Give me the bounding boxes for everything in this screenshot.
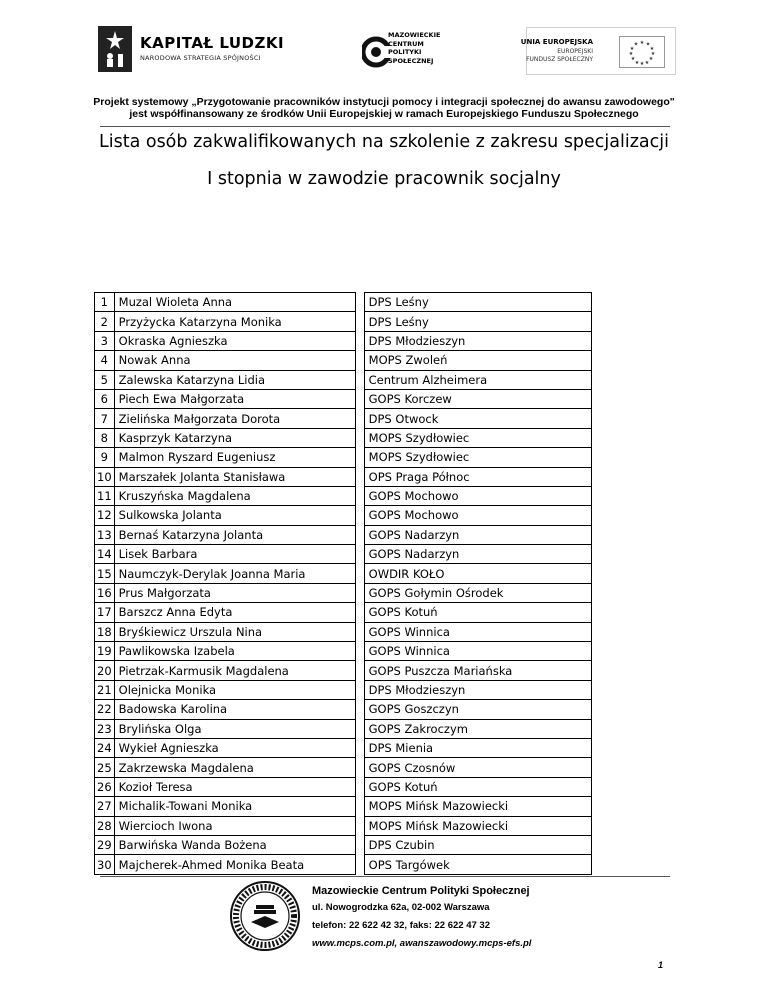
institution-name: GOPS Czosnów — [364, 758, 591, 777]
institution-name: GOPS Winnica — [364, 642, 591, 661]
person-name: Zalewska Katarzyna Lidia — [114, 370, 355, 389]
table-row — [95, 448, 592, 467]
institution-name: GOPS Winnica — [364, 622, 591, 641]
mcps-seal-icon — [229, 880, 301, 952]
institution-name: GOPS Korczew — [364, 389, 591, 408]
institution-name: GOPS Zakroczym — [364, 719, 591, 738]
row-number: 25 — [95, 758, 115, 777]
column-gap — [355, 855, 364, 874]
table-row — [95, 351, 592, 370]
person-name: Lisek Barbara — [114, 545, 355, 564]
table-row — [95, 467, 592, 486]
institution-name: MOPS Szydłowiec — [364, 448, 591, 467]
footer-phone: telefon: 22 622 42 32, faks: 22 622 47 32 — [312, 920, 490, 931]
column-gap — [355, 835, 364, 854]
column-gap — [355, 642, 364, 661]
person-name: Pawlikowska Izabela — [114, 642, 355, 661]
person-name: Wiercioch Iwona — [114, 816, 355, 835]
row-number: 14 — [95, 545, 115, 564]
svg-text:★: ★ — [649, 46, 655, 52]
institution-name: MOPS Zwoleń — [364, 351, 591, 370]
institution-name: DPS Leśny — [364, 293, 591, 312]
table-row — [95, 409, 592, 428]
person-name: Kruszyńska Magdalena — [114, 486, 355, 505]
eu-logo — [520, 27, 676, 75]
row-number: 30 — [95, 855, 115, 874]
row-number: 8 — [95, 428, 115, 447]
document-title: Lista osób zakwalifikowanych na szkolenie z zakresu specjalizacji — [98, 132, 669, 152]
person-name: Olejnicka Monika — [114, 680, 355, 699]
institution-name: GOPS Nadarzyn — [364, 525, 591, 544]
person-name: Marszałek Jolanta Stanisława — [114, 467, 355, 486]
person-name: Michalik-Towani Monika — [114, 797, 355, 816]
table-row — [95, 855, 592, 874]
person-name: Zakrzewska Magdalena — [114, 758, 355, 777]
eu-logo-title: UNIA EUROPEJSKA — [520, 38, 593, 46]
institution-name: DPS Młodzieszyn — [364, 680, 591, 699]
institution-name: GOPS Kotuń — [364, 603, 591, 622]
column-gap — [355, 486, 364, 505]
row-number: 21 — [95, 680, 115, 699]
table-row — [95, 700, 592, 719]
row-number: 18 — [95, 622, 115, 641]
column-gap — [355, 467, 364, 486]
column-gap — [355, 409, 364, 428]
person-name: Kasprzyk Katarzyna — [114, 428, 355, 447]
row-number: 1 — [95, 293, 115, 312]
institution-name: GOPS Nadarzyn — [364, 545, 591, 564]
row-number: 28 — [95, 816, 115, 835]
svg-text:★: ★ — [639, 61, 645, 67]
table-row — [95, 797, 592, 816]
table-row — [95, 370, 592, 389]
footer — [312, 884, 531, 953]
header-divider — [100, 126, 670, 127]
institution-name: MOPS Szydłowiec — [364, 428, 591, 447]
institution-name: DPS Mienia — [364, 738, 591, 757]
institution-name: OPS Praga Północ — [364, 467, 591, 486]
table-row — [95, 642, 592, 661]
person-name: Sulkowska Jolanta — [114, 506, 355, 525]
table-row — [95, 583, 592, 602]
person-name: Kozioł Teresa — [114, 777, 355, 796]
page-number: 1 — [658, 960, 664, 970]
table-row — [95, 738, 592, 757]
person-name: Barszcz Anna Edyta — [114, 603, 355, 622]
mcps-logo-line: MAZOWIECKIE — [388, 31, 441, 39]
row-number: 7 — [95, 409, 115, 428]
person-name: Okraska Agnieszka — [114, 331, 355, 350]
institution-name: OWDIR KOŁO — [364, 564, 591, 583]
column-gap — [355, 816, 364, 835]
institution-name: GOPS Mochowo — [364, 486, 591, 505]
column-gap — [355, 622, 364, 641]
table-row — [95, 545, 592, 564]
table-row — [95, 661, 592, 680]
mcps-logo-line: SPOŁECZNEJ — [388, 56, 434, 65]
column-gap — [355, 448, 364, 467]
row-number: 11 — [95, 486, 115, 505]
svg-text:★: ★ — [633, 41, 639, 48]
row-number: 6 — [95, 389, 115, 408]
table-row — [95, 293, 592, 312]
institution-name: DPS Młodzieszyn — [364, 331, 591, 350]
table-row — [95, 525, 592, 544]
row-number: 2 — [95, 312, 115, 331]
row-number: 29 — [95, 835, 115, 854]
column-gap — [355, 661, 364, 680]
column-gap — [355, 777, 364, 796]
row-number: 5 — [95, 370, 115, 389]
table-row — [95, 564, 592, 583]
row-number: 24 — [95, 738, 115, 757]
person-name: Barwińska Wanda Bożena — [114, 835, 355, 854]
row-number: 17 — [95, 603, 115, 622]
institution-name: DPS Otwock — [364, 409, 591, 428]
svg-text:★: ★ — [645, 41, 651, 48]
kapital-ludzki-subtitle: NARODOWA STRATEGIA SPÓJNOŚCI — [140, 54, 261, 62]
person-name: Bernaś Katarzyna Jolanta — [114, 525, 355, 544]
eu-logo-line1: EUROPEJSKI — [557, 48, 593, 55]
institution-name: GOPS Gołymin Ośrodek — [364, 583, 591, 602]
table-row — [95, 486, 592, 505]
table-row — [95, 506, 592, 525]
column-gap — [355, 370, 364, 389]
column-gap — [355, 680, 364, 699]
person-name: Nowak Anna — [114, 351, 355, 370]
column-gap — [355, 545, 364, 564]
svg-text:★: ★ — [644, 60, 650, 66]
person-name: Badowska Karolina — [114, 700, 355, 719]
person-name: Naumczyk-Derylak Joanna Maria — [114, 564, 355, 583]
person-name: Wykieł Agnieszka — [114, 738, 355, 757]
row-number: 15 — [95, 564, 115, 583]
column-gap — [355, 564, 364, 583]
footer-websites[interactable]: www.mcps.com.pl, awanszawodowy.mcps-efs.pl — [312, 938, 532, 949]
institution-name: GOPS Puszcza Mariańska — [364, 661, 591, 680]
column-gap — [355, 312, 364, 331]
eu-logo-line2: FUNDUSZ SPOŁECZNY — [526, 56, 593, 63]
row-number: 19 — [95, 642, 115, 661]
row-number: 20 — [95, 661, 115, 680]
row-number: 3 — [95, 331, 115, 350]
column-gap — [355, 525, 364, 544]
row-number: 13 — [95, 525, 115, 544]
column-gap — [355, 583, 364, 602]
institution-name: MOPS Mińsk Mazowiecki — [364, 797, 591, 816]
eu-flag-icon — [619, 36, 665, 68]
column-gap — [355, 700, 364, 719]
table-row — [95, 331, 592, 350]
svg-text:★: ★ — [639, 40, 645, 46]
footer-organization: Mazowieckie Centrum Polityki Społecznej — [312, 885, 530, 897]
row-number: 4 — [95, 351, 115, 370]
column-gap — [355, 797, 364, 816]
table-row — [95, 777, 592, 796]
document-subtitle: I stopnia w zawodzie pracownik socjalny — [207, 169, 561, 189]
footer-divider — [100, 876, 670, 877]
column-gap — [355, 506, 364, 525]
table-row — [95, 312, 592, 331]
institution-name: GOPS Mochowo — [364, 506, 591, 525]
institution-name: DPS Leśny — [364, 312, 591, 331]
svg-text:★: ★ — [634, 60, 640, 66]
project-description — [0, 96, 768, 120]
institution-name: DPS Czubin — [364, 835, 591, 854]
svg-text:★: ★ — [650, 51, 656, 57]
qualified-persons-table — [94, 292, 592, 875]
column-gap — [355, 738, 364, 757]
column-gap — [355, 603, 364, 622]
kapital-ludzki-emblem-icon — [98, 26, 132, 72]
column-gap — [355, 719, 364, 738]
person-name: Przyżycka Katarzyna Monika — [114, 312, 355, 331]
person-name: Pietrzak-Karmusik Magdalena — [114, 661, 355, 680]
mcps-logo-text — [388, 31, 440, 65]
row-number: 23 — [95, 719, 115, 738]
column-gap — [355, 351, 364, 370]
row-number: 16 — [95, 583, 115, 602]
svg-text:★: ★ — [629, 46, 635, 52]
institution-name: GOPS Kotuń — [364, 777, 591, 796]
column-gap — [355, 389, 364, 408]
table-row — [95, 389, 592, 408]
institution-name: GOPS Goszczyn — [364, 700, 591, 719]
table-row — [95, 816, 592, 835]
mcps-logo-line: POLITYKI — [388, 48, 422, 57]
table-body — [95, 293, 592, 875]
row-number: 22 — [95, 700, 115, 719]
table-row — [95, 680, 592, 699]
column-gap — [355, 758, 364, 777]
institution-name: Centrum Alzheimera — [364, 370, 591, 389]
institution-name: OPS Targówek — [364, 855, 591, 874]
table-row — [95, 758, 592, 777]
column-gap — [355, 331, 364, 350]
kapital-ludzki-logo — [98, 26, 285, 74]
project-line-2: jest współfinansowany ze środków Unii Europejskiej w ramach Europejskiego Funduszu Społecznego — [129, 108, 639, 120]
table-row — [95, 835, 592, 854]
row-number: 27 — [95, 797, 115, 816]
kapital-ludzki-title: KAPITAŁ LUDZKI — [140, 34, 285, 52]
person-name: Prus Małgorzata — [114, 583, 355, 602]
table-row — [95, 622, 592, 641]
row-number: 10 — [95, 467, 115, 486]
person-name: Piech Ewa Małgorzata — [114, 389, 355, 408]
svg-text:★: ★ — [628, 51, 634, 57]
eu-logo-subtitle — [526, 48, 593, 64]
svg-text:★: ★ — [648, 56, 654, 62]
mcps-logo — [360, 31, 470, 75]
row-number: 26 — [95, 777, 115, 796]
person-name: Bryśkiewicz Urszula Nina — [114, 622, 355, 641]
table-row — [95, 719, 592, 738]
institution-name: MOPS Mińsk Mazowiecki — [364, 816, 591, 835]
person-name: Malmon Ryszard Eugeniusz — [114, 448, 355, 467]
mcps-logo-line: CENTRUM — [388, 39, 424, 48]
row-number: 12 — [95, 506, 115, 525]
footer-address: ul. Nowogrodzka 62a, 02-002 Warszawa — [312, 902, 490, 913]
table-row — [95, 428, 592, 447]
column-gap — [355, 428, 364, 447]
column-gap — [355, 293, 364, 312]
row-number: 9 — [95, 448, 115, 467]
person-name: Majcherek-Ahmed Monika Beata — [114, 855, 355, 874]
svg-text:★: ★ — [630, 56, 636, 62]
person-name: Muzal Wioleta Anna — [114, 293, 355, 312]
person-name: Brylińska Olga — [114, 719, 355, 738]
table-row — [95, 603, 592, 622]
project-line-1: Projekt systemowy „Przygotowanie pracowników instytucji pomocy i integracji społecznej do awansu zawodowego" — [93, 96, 675, 108]
person-name: Zielińska Małgorzata Dorota — [114, 409, 355, 428]
